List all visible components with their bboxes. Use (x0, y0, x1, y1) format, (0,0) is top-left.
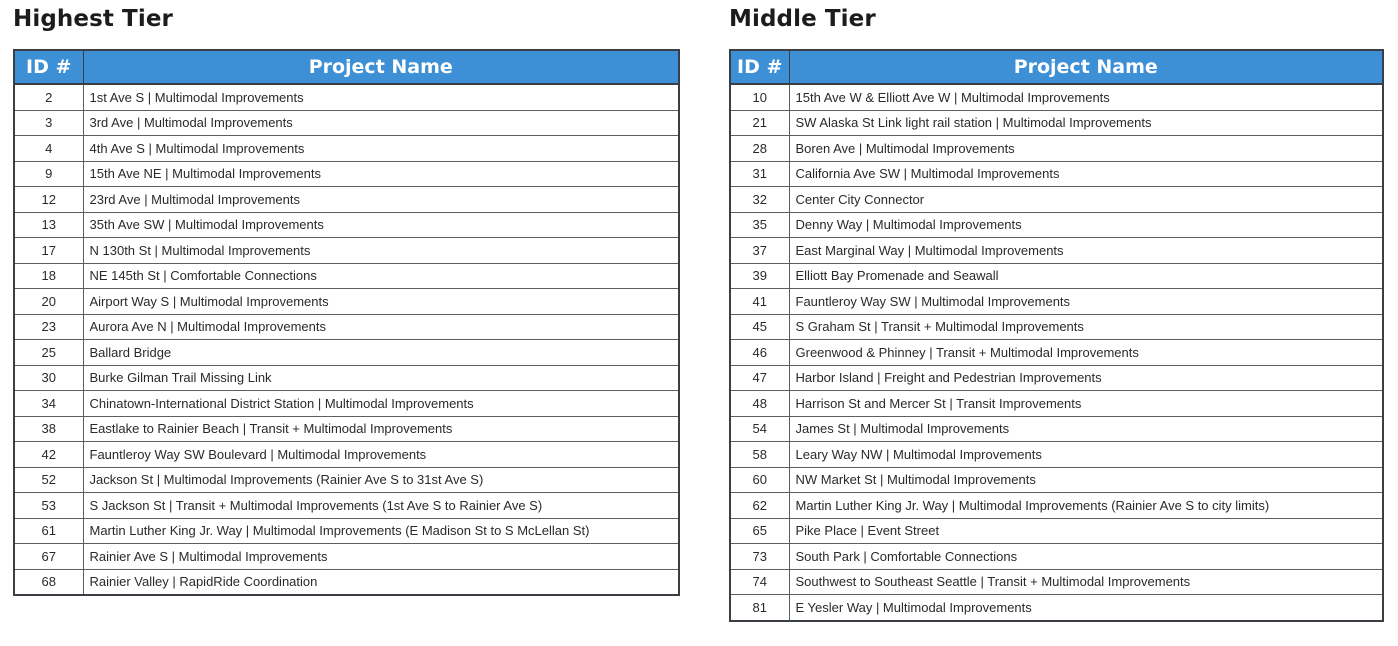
project-name-cell: Aurora Ave N | Multimodal Improvements (83, 314, 679, 340)
project-name-cell: Harrison St and Mercer St | Transit Improvements (789, 391, 1383, 417)
table-row (730, 569, 1383, 595)
project-name-cell: Elliott Bay Promenade and Seawall (789, 263, 1383, 289)
project-id-cell: 73 (730, 544, 789, 570)
project-id-cell: 25 (14, 340, 83, 366)
table-row (730, 289, 1383, 315)
table-row (14, 467, 679, 493)
project-id-cell: 4 (14, 136, 83, 162)
project-name-cell: Ballard Bridge (83, 340, 679, 366)
project-name-cell: Rainier Ave S | Multimodal Improvements (83, 544, 679, 570)
project-name-cell: Center City Connector (789, 187, 1383, 213)
table-row (14, 84, 679, 110)
table-row (730, 518, 1383, 544)
project-name-cell: 23rd Ave | Multimodal Improvements (83, 187, 679, 213)
project-name-cell: Leary Way NW | Multimodal Improvements (789, 442, 1383, 468)
table-row (730, 263, 1383, 289)
highest-tier-table (13, 49, 680, 596)
table-row (730, 391, 1383, 417)
project-name-cell: East Marginal Way | Multimodal Improvements (789, 238, 1383, 264)
table-row (730, 416, 1383, 442)
table-row (14, 238, 679, 264)
project-id-cell: 2 (14, 84, 83, 110)
project-name-cell: E Yesler Way | Multimodal Improvements (789, 595, 1383, 621)
project-name-cell: 35th Ave SW | Multimodal Improvements (83, 212, 679, 238)
project-id-cell: 12 (14, 187, 83, 213)
table-row (730, 110, 1383, 136)
project-name-cell: Jackson St | Multimodal Improvements (Rainier Ave S to 31st Ave S) (83, 467, 679, 493)
table-row (14, 442, 679, 468)
table-row (14, 569, 679, 595)
table-row (14, 161, 679, 187)
middle-tier-table (729, 49, 1384, 622)
project-name-cell: 15th Ave W & Elliott Ave W | Multimodal Improvements (789, 84, 1383, 110)
table-row (14, 136, 679, 162)
project-name-column-header: Project Name (83, 50, 679, 84)
project-id-cell: 38 (14, 416, 83, 442)
id-column-header: ID # (730, 50, 789, 84)
project-name-cell: SW Alaska St Link light rail station | Multimodal Improvements (789, 110, 1383, 136)
table-row (730, 187, 1383, 213)
table-row (14, 212, 679, 238)
project-name-cell: 1st Ave S | Multimodal Improvements (83, 84, 679, 110)
project-name-cell: Denny Way | Multimodal Improvements (789, 212, 1383, 238)
project-id-cell: 28 (730, 136, 789, 162)
project-id-cell: 54 (730, 416, 789, 442)
table-row (730, 314, 1383, 340)
id-column-header: ID # (14, 50, 83, 84)
table-row (14, 391, 679, 417)
project-id-cell: 3 (14, 110, 83, 136)
table-row (14, 544, 679, 570)
project-id-cell: 45 (730, 314, 789, 340)
project-id-cell: 32 (730, 187, 789, 213)
project-name-cell: NW Market St | Multimodal Improvements (789, 467, 1383, 493)
project-name-cell: Airport Way S | Multimodal Improvements (83, 289, 679, 315)
project-name-cell: Harbor Island | Freight and Pedestrian Improvements (789, 365, 1383, 391)
table-row (730, 493, 1383, 519)
project-id-cell: 74 (730, 569, 789, 595)
project-name-cell: South Park | Comfortable Connections (789, 544, 1383, 570)
table-row (14, 493, 679, 519)
table-header-row (14, 50, 679, 84)
project-id-cell: 52 (14, 467, 83, 493)
middle-tier-title: Middle Tier (729, 6, 876, 32)
highest-tier-rows (14, 84, 679, 595)
project-name-cell: Rainier Valley | RapidRide Coordination (83, 569, 679, 595)
project-name-cell: 4th Ave S | Multimodal Improvements (83, 136, 679, 162)
project-id-cell: 37 (730, 238, 789, 264)
table-row (730, 442, 1383, 468)
table-row (14, 340, 679, 366)
table-row (730, 365, 1383, 391)
table-row (14, 518, 679, 544)
project-name-column-header: Project Name (789, 50, 1383, 84)
project-id-cell: 60 (730, 467, 789, 493)
project-name-cell: James St | Multimodal Improvements (789, 416, 1383, 442)
table-row (730, 84, 1383, 110)
project-id-cell: 9 (14, 161, 83, 187)
project-name-cell: Burke Gilman Trail Missing Link (83, 365, 679, 391)
project-id-cell: 17 (14, 238, 83, 264)
project-name-cell: Fauntleroy Way SW | Multimodal Improvements (789, 289, 1383, 315)
table-row (730, 340, 1383, 366)
project-id-cell: 35 (730, 212, 789, 238)
table-row (14, 110, 679, 136)
project-name-cell: Southwest to Southeast Seattle | Transit + Multimodal Improvements (789, 569, 1383, 595)
project-name-cell: Pike Place | Event Street (789, 518, 1383, 544)
project-name-cell: Greenwood & Phinney | Transit + Multimodal Improvements (789, 340, 1383, 366)
table-row (730, 595, 1383, 621)
project-id-cell: 47 (730, 365, 789, 391)
project-id-cell: 18 (14, 263, 83, 289)
project-name-cell: Boren Ave | Multimodal Improvements (789, 136, 1383, 162)
project-id-cell: 68 (14, 569, 83, 595)
project-name-cell: Chinatown-International District Station | Multimodal Improvements (83, 391, 679, 417)
project-name-cell: S Graham St | Transit + Multimodal Improvements (789, 314, 1383, 340)
project-id-cell: 81 (730, 595, 789, 621)
project-id-cell: 39 (730, 263, 789, 289)
project-id-cell: 20 (14, 289, 83, 315)
project-id-cell: 23 (14, 314, 83, 340)
table-row (730, 238, 1383, 264)
table-row (730, 136, 1383, 162)
project-name-cell: N 130th St | Multimodal Improvements (83, 238, 679, 264)
project-name-cell: S Jackson St | Transit + Multimodal Improvements (1st Ave S to Rainier Ave S) (83, 493, 679, 519)
project-id-cell: 42 (14, 442, 83, 468)
project-id-cell: 62 (730, 493, 789, 519)
project-id-cell: 31 (730, 161, 789, 187)
middle-tier-rows (730, 84, 1383, 621)
project-id-cell: 30 (14, 365, 83, 391)
project-name-cell: Eastlake to Rainier Beach | Transit + Multimodal Improvements (83, 416, 679, 442)
project-id-cell: 41 (730, 289, 789, 315)
table-row (14, 187, 679, 213)
table-row (14, 314, 679, 340)
table-row (14, 416, 679, 442)
project-id-cell: 13 (14, 212, 83, 238)
table-row (14, 263, 679, 289)
table-row (730, 544, 1383, 570)
project-id-cell: 65 (730, 518, 789, 544)
table-row (730, 161, 1383, 187)
project-id-cell: 10 (730, 84, 789, 110)
table-row (14, 289, 679, 315)
project-name-cell: California Ave SW | Multimodal Improvements (789, 161, 1383, 187)
project-id-cell: 34 (14, 391, 83, 417)
project-name-cell: Martin Luther King Jr. Way | Multimodal Improvements (Rainier Ave S to city limits) (789, 493, 1383, 519)
project-name-cell: 15th Ave NE | Multimodal Improvements (83, 161, 679, 187)
project-name-cell: NE 145th St | Comfortable Connections (83, 263, 679, 289)
project-id-cell: 48 (730, 391, 789, 417)
project-name-cell: Martin Luther King Jr. Way | Multimodal Improvements (E Madison St to S McLellan St) (83, 518, 679, 544)
highest-tier-title: Highest Tier (13, 6, 173, 32)
project-name-cell: 3rd Ave | Multimodal Improvements (83, 110, 679, 136)
table-row (730, 212, 1383, 238)
project-id-cell: 67 (14, 544, 83, 570)
table-header-row (730, 50, 1383, 84)
project-name-cell: Fauntleroy Way SW Boulevard | Multimodal Improvements (83, 442, 679, 468)
project-id-cell: 58 (730, 442, 789, 468)
table-row (730, 467, 1383, 493)
project-id-cell: 61 (14, 518, 83, 544)
project-id-cell: 46 (730, 340, 789, 366)
table-row (14, 365, 679, 391)
project-id-cell: 53 (14, 493, 83, 519)
project-id-cell: 21 (730, 110, 789, 136)
